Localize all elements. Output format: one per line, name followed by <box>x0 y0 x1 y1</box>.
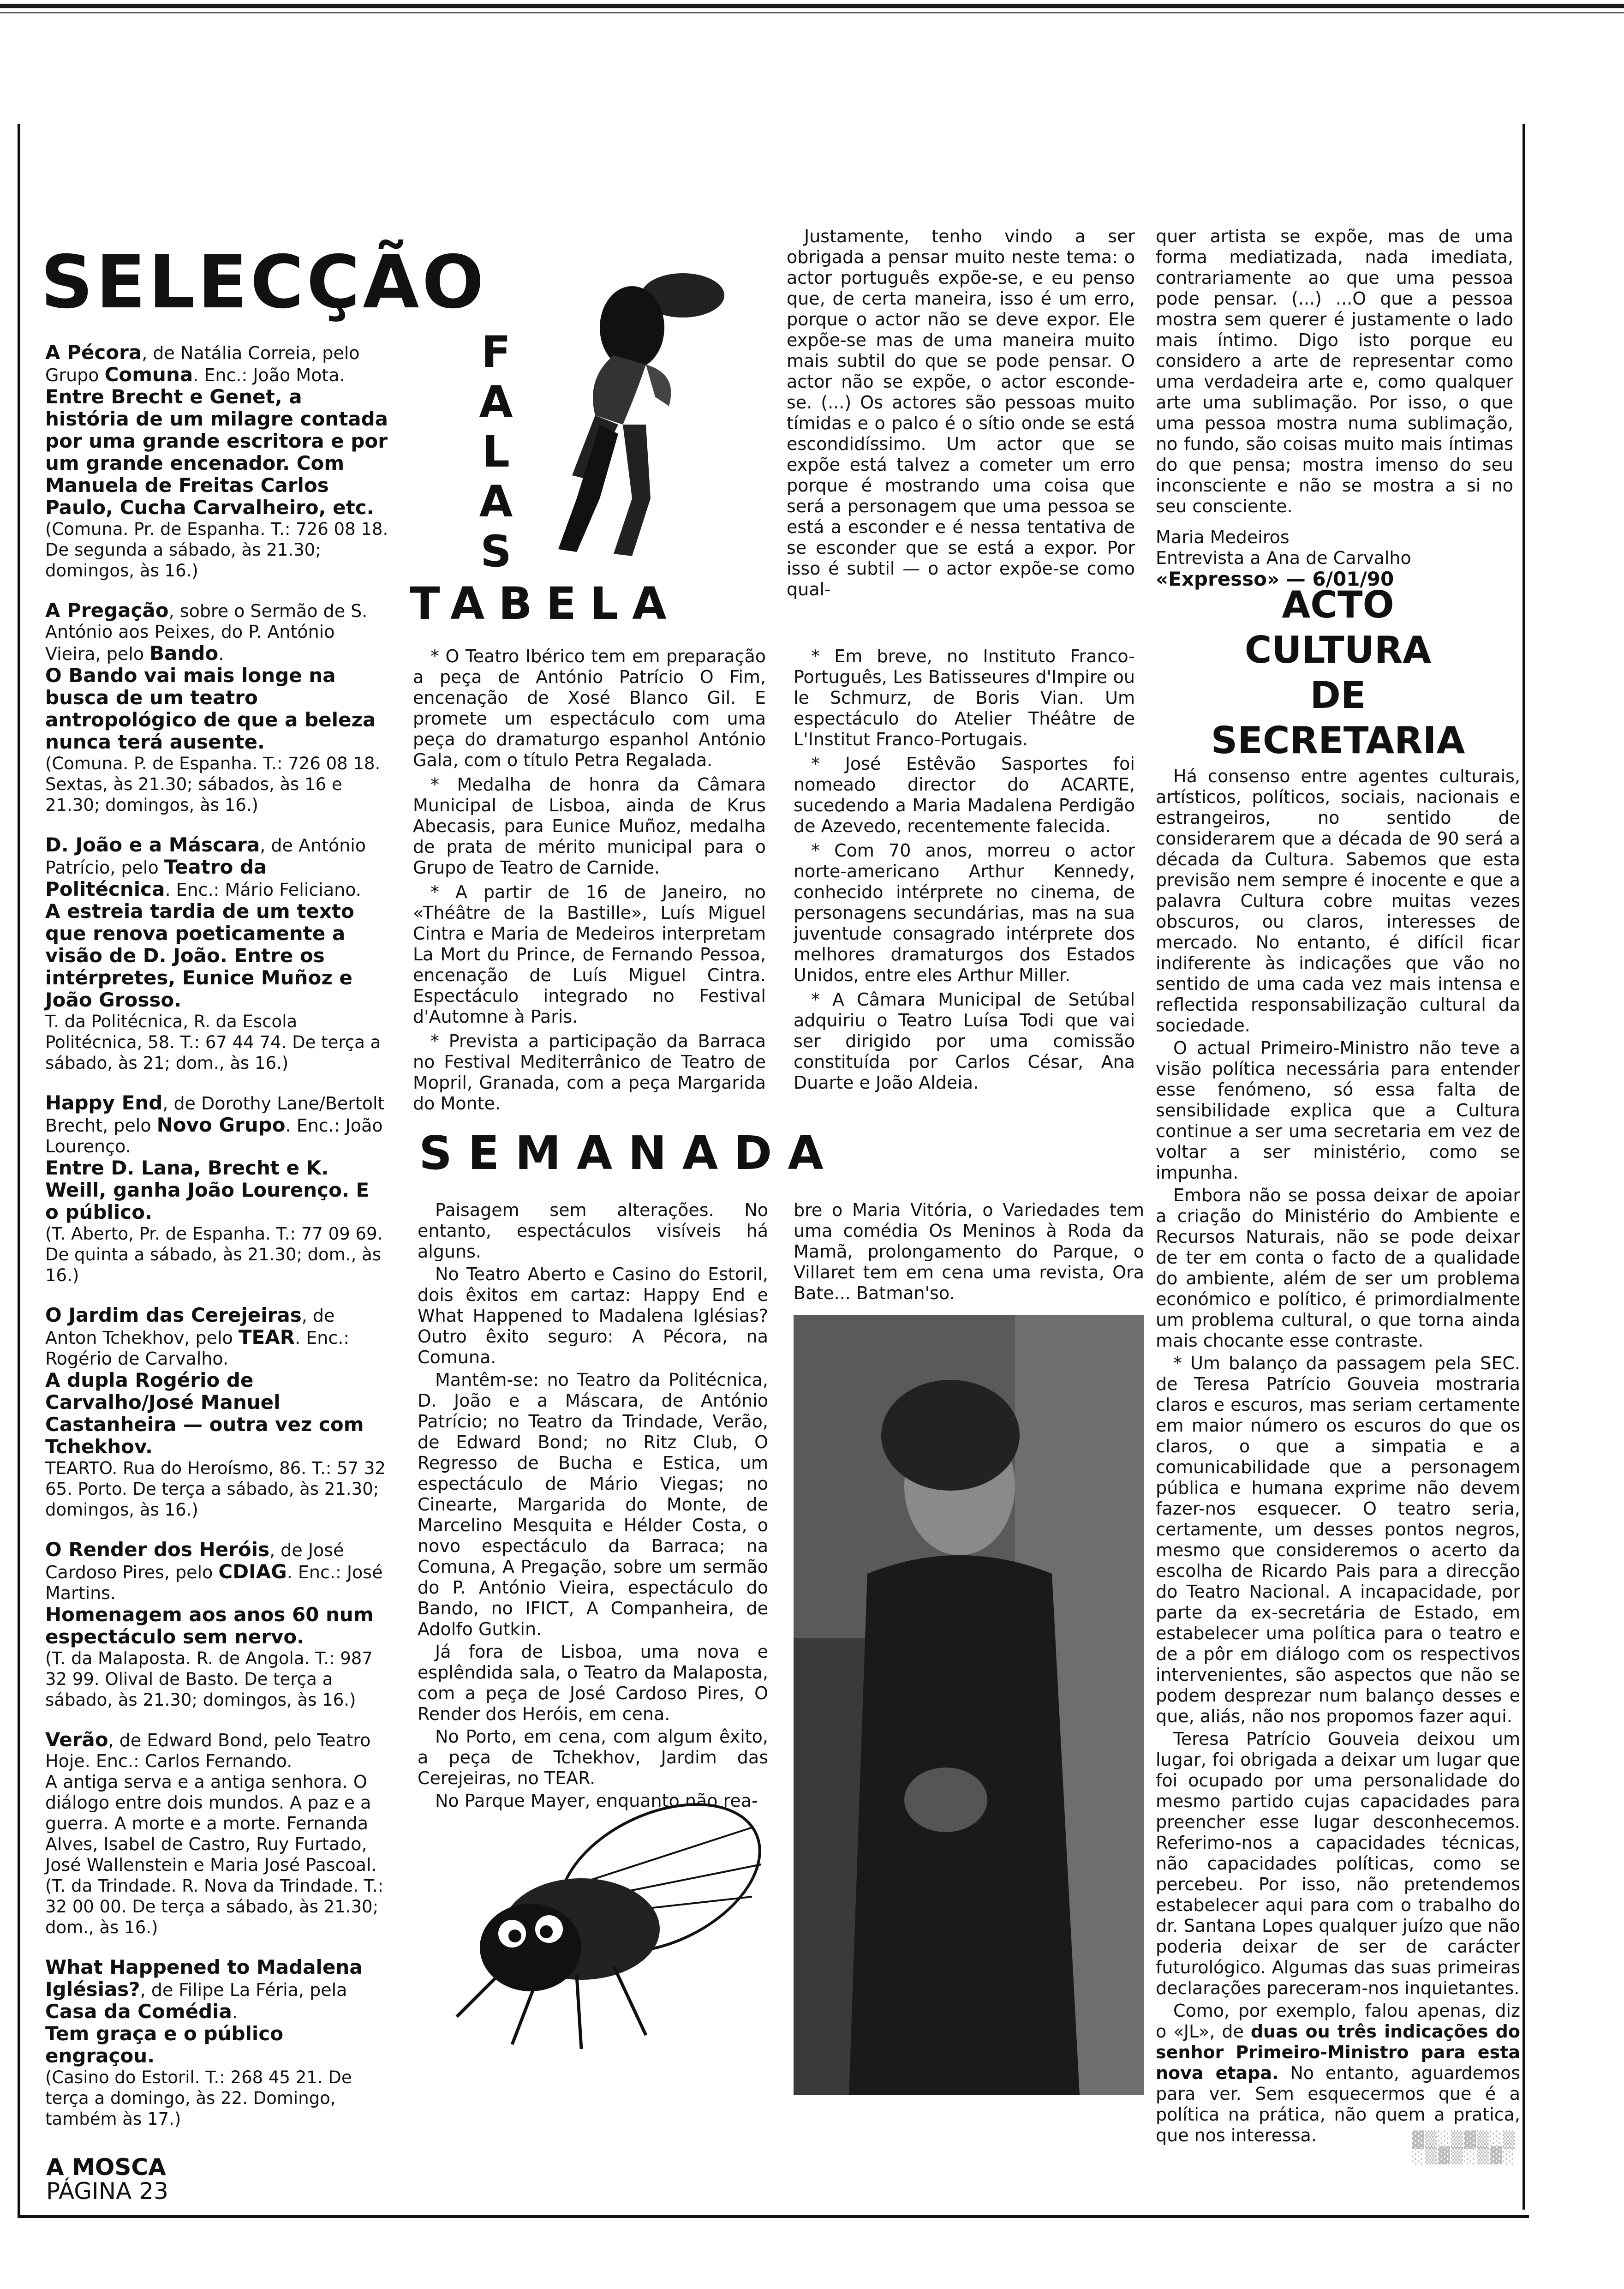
falas-label <box>464 328 528 577</box>
selecao-entry-highlight: A dupla Rogério de Carvalho/José Manuel Castanheira — outra vez com Tchekhov. <box>45 1369 364 1458</box>
selecao-entry-group: Teatro da Politécnica <box>45 856 267 900</box>
falas-quote-col1 <box>787 226 1135 610</box>
selecao-entry-title: Happy End <box>45 1091 163 1114</box>
selecao-entry-enc: . Enc.: Mário Feliciano. <box>165 880 361 900</box>
selecao-entry-enc: . <box>232 2002 238 2022</box>
falas-interview: Entrevista a Ana de Carvalho <box>1156 548 1411 568</box>
top-rule-thin <box>0 12 1624 13</box>
falas-letter: A <box>479 477 513 527</box>
semanada-paragraph: Mantêm-se: no Teatro da Politécnica, D. João e a Máscara, de António Patrício; no Teatro da Trindade, Verão, de Edward Bond; no Ritz Club, O Regresso de Bucha e Estica, um espectáculo de Mário Viegas; no Cinearte, Margarida do Monte, de Marcelino Mesquita e Hélder Costa, o novo espectáculo da Barraca; na Comuna, A Pregação, sobre um sermão do P. António Vieira, espectáculo do Bando, no IFICT, A Companheira, de Adolfo Gutkin. <box>418 1370 768 1639</box>
selecao-entry-intro: , de Filipe La Féria, pela <box>140 1980 347 2000</box>
selecao-entry-highlight: A estreia tardia de um texto que renova poeticamente a visão de D. João. Entre os intérpretes, Eunice Muñoz e João Grosso. <box>45 900 354 1011</box>
acto-paragraph: * Um balanço da passagem pela SEC. de Teresa Patrício Gouveia mostraria claros e escuros, mas seriam certamente em maior número os escuros do que os claros, o que a simpatia e a comunicabilidade que a personagem pública e humana exprime não devem fazer-nos esquecer. O teatro seria, certamente, um desses pontos negros, mesmo que consideremos o acerto da escolha de Ricardo Pais para a direcção do Teatro Nacional. A incapacidade, por parte da ex-secretária de Estado, em estabelecer uma política para o teatro e de a pôr em diálogo com os respectivos intervenientes, são aspectos que não se podem desprezar num balanço desses e que, aliás, não nos propomos fazer aqui. <box>1156 1353 1520 1726</box>
selecao-entry-title: Verão <box>45 1728 108 1751</box>
selecao-entry <box>45 599 389 815</box>
selecao-entry-group: Casa da Comédia <box>45 2000 232 2023</box>
tabela-item: * A partir de 16 de Janeiro, no «Théâtre de la Bastille», Luís Miguel Cintra e Maria de Medeiros interpretam La Mort du Prince, de Fernando Pessoa, encenação de Luís Miguel Cintra. Espectáculo integrado no Festival d'Automne à Paris. <box>413 882 766 1027</box>
selecao-entry-enc: . Enc.: José Martins. <box>45 1562 383 1603</box>
semanada-title: SEMANADA <box>419 1126 839 1180</box>
selecao-entry-info: (T. da Malaposta. R. de Angola. T.: 987 32 99. Olival de Basto. De terça a sábado, às 21.30; domingos, às 16.) <box>45 1648 373 1710</box>
selecao-entry-body: A antiga serva e a antiga senhora. O diálogo entre dois mundos. A paz e a guerra. A morte e a morte. Fernanda Alves, Isabel de Castro, Ruy Furtado, José Wallenstein e Maria José Pascoal. <box>45 1772 377 1875</box>
selecao-entry-enc: . Enc.: Rogério de Carvalho. <box>45 1328 350 1369</box>
acto-last-post: No entanto, aguardemos para ver. Sem esquecermos que é a política na prática, não quem a pratica, que nos interessa. <box>1156 2063 1520 2145</box>
footer-name: A MOSCA <box>46 2154 166 2181</box>
tabela-item: * O Teatro Ibérico tem em preparação a peça de António Patrício O Fim, encenação de Xosé Blanco Gil. E promete um espectáculo com uma peça do dramaturgo espanhol António Gala, com o título Petra Regalada. <box>413 646 766 770</box>
acto-title <box>1209 582 1467 763</box>
selecao-entry-info: TEARTO. Rua do Heroísmo, 86. T.: 57 32 65. Porto. De terça a sábado, às 21.30; domingos, às 16.) <box>45 1458 386 1520</box>
semanada-column-1 <box>418 1200 768 1813</box>
semanada-col2-text: bre o Maria Vitória, o Variedades tem uma comédia Os Meninos à Roda da Mamã, prolongamento do Parque, o Villaret tem em cena uma revista, Ora Bate... Batman'so. <box>794 1200 1144 1303</box>
selecao-title: SELECÇÃO <box>41 240 487 325</box>
selecao-entry-title: A Pregação <box>45 599 169 622</box>
selecao-entry-intro: , de Anton Tchekhov, pelo <box>45 1306 335 1348</box>
selecao-entry-info: T. da Politécnica, R. da Escola Politécnica, 58. T.: 67 44 74. De terça a sábado, às 21; dom., às 16.) <box>45 1012 381 1073</box>
selecao-entry-group: TEAR <box>238 1326 295 1348</box>
tabela-item: * Em breve, no Instituto Franco-Português, Les Batisseures d'Impire ou le Schmurz, de Boris Vian. Um espectáculo do Atelier Théâtre de L'Institut Franco-Portugais. <box>794 646 1135 749</box>
falas-quote-text1: Justamente, tenho vindo a ser obrigada a pensar muito neste tema: o actor português expõe-se, e eu penso que, de certa maneira, isso é um erro, porque o actor não se deve expor. Ele expõe-se mas de uma maneira muito mais subtil do que se pode pensar. O actor não se expõe, o actor esconde-se. (...) Os actores são pessoas muito tímidas e o palco é o sítio onde se está escondidíssimo. Um actor que se expõe está talvez a cometer um erro porque é mostrando uma coisa que será a personagem que uma pessoa se está a esconder e é nessa tentativa de se esconder que se está a expor. Por isso é subtil — o actor expõe-se como qual- <box>787 226 1135 599</box>
semanada-paragraph: No Teatro Aberto e Casino do Estoril, dois êxitos em cartaz: Happy End e What Happened to Madalena Iglésias? Outro êxito seguro: A Pécora, na Comuna. <box>418 1264 768 1367</box>
semanada-column-2 <box>794 1200 1144 1314</box>
actress-photo <box>794 1315 1144 2095</box>
selecao-entry-highlight: Entre Brecht e Genet, a história de um milagre contada por uma grande escritora e por um grande encenador. Com Manuela de Freitas Carlos Paulo, Cucha Carvalheiro, etc. <box>45 385 388 519</box>
selecao-entry-highlight: O Bando vai mais longe na busca de um teatro antropológico de que a beleza nunca terá ausente. <box>45 664 376 753</box>
archive-stamp: ▓▒░▒▓▒░▒ ░▒▓▒░▒▓░ <box>1412 2131 1516 2165</box>
selecao-entry-info: (T. da Trindade. R. Nova da Trindade. T.: 32 00 00. De terça a sábado, às 21.30; dom., às 16.) <box>45 1876 384 1937</box>
acto-title-line: ACTO <box>1282 583 1394 626</box>
falas-letter: F <box>481 327 511 378</box>
footer <box>46 2155 168 2203</box>
acto-paragraph: Há consenso entre agentes culturais, artísticos, políticos, sociais, nacionais e estrangeiros, no sentido de considerarem que a década de 90 será a década da Cultura. Sabemos que esta previsão nem sempre é inocente e que a palavra Cultura cobre muitas vezes obscuros, ou claros, interesses de mercado. No entanto, é difícil ficar indiferente às indicações que vão no sentido de uma cada vez mais intensa e reflectida responsabilização cultural da sociedade. <box>1156 766 1520 1036</box>
selecao-entry-intro: , de Edward Bond, pelo Teatro Hoje. Enc.: Carlos Fernando. <box>45 1730 371 1771</box>
tabela-column-1 <box>413 646 766 1118</box>
falas-author: Maria Medeiros <box>1156 527 1290 547</box>
acto-column <box>1156 766 1520 2156</box>
selecao-entry <box>45 1539 389 1710</box>
falas-letter: L <box>482 427 510 477</box>
selecao-entry <box>45 1092 389 1286</box>
right-rule <box>1522 124 1525 2210</box>
falas-letter: A <box>479 377 513 427</box>
acto-paragraph: Teresa Patrício Gouveia deixou um lugar, foi obrigada a deixar um lugar que foi ocupado por uma personalidade do mesmo partido cujas capacidades para preencher esse lugar desconhecemos. Referimo-nos a capacidades técnicas, não capacidades políticas, como se percebeu. Por isso, não pretendemos estabelecer aqui para com o trabalho do dr. Santana Lopes qualquer juízo que não poderia deixar de ser de carácter futurológico. Algumas das suas primeiras declarações pareceram-nos inquietantes. <box>1156 1729 1520 1998</box>
selecao-entry-group: Comuna <box>104 363 193 386</box>
selecao-entry-intro: , sobre o Sermão de S. António aos Peixes, do P. António Vieira, pelo <box>45 601 368 664</box>
selecao-entry <box>45 1729 389 1938</box>
tabela-item: * Prevista a participação da Barraca no Festival Mediterrânico de Teatro de Mopril, Granada, com a peça Margarida do Monte. <box>413 1031 766 1114</box>
tabela-item: * Medalha de honra da Câmara Municipal de Lisboa, ainda de Krus Abecasis, para Eunice Muñoz, medalha de prata de mérito municipal para o Grupo de Teatro de Carnide. <box>413 774 766 878</box>
selecao-entry-info: (T. Aberto, Pr. de Espanha. T.: 77 09 69. De quinta a sábado, às 21.30; dom., às 16.) <box>45 1224 383 1285</box>
selecao-entry-enc: . Enc.: João Mota. <box>193 365 345 385</box>
selecao-entry-group: Bando <box>149 642 219 665</box>
selecao-entry-highlight: Tem graça e o público engraçou. <box>45 2022 284 2067</box>
selecao-entry-group: Novo Grupo <box>156 1114 286 1136</box>
tabela-title: TABELA <box>410 578 681 629</box>
acto-title-line: CULTURA <box>1244 629 1432 671</box>
selecao-entry-info: (Casino do Estoril. T.: 268 45 21. De terça a domingo, às 22. Domingo, também às 17.) <box>45 2067 352 2129</box>
acto-last-bold: duas ou três indicações do senhor Primeiro-Ministro para esta nova etapa. <box>1156 2021 1520 2083</box>
top-rule <box>0 4 1624 8</box>
falas-letter: S <box>480 527 512 577</box>
tabela-item: * Com 70 anos, morreu o actor norte-americano Arthur Kennedy, conhecido intérprete no cinema, de personagens secundárias, mas na sua juventude consagrado intérprete dos melhores dramaturgos dos Estados Unidos, entre eles Arthur Miller. <box>794 840 1135 985</box>
fly-illustration <box>429 1777 789 2054</box>
acto-last-pre: Como, por exemplo, falou apenas, diz o «JL», de <box>1156 2001 1520 2042</box>
selecao-entry-title: What Happened to Madalena Iglésias? <box>45 1956 363 2001</box>
selecao-entry-intro: , de Dorothy Lane/Bertolt Brecht, pelo <box>45 1093 385 1136</box>
falas-source: «Expresso» — 6/01/90 <box>1156 568 1394 590</box>
tabela-item: * A Câmara Municipal de Setúbal adquiriu o Teatro Luísa Todi que vai ser dirigido por uma comissão constituída por Carlos César, Ana Duarte e João Aldeia. <box>794 989 1135 1093</box>
selecao-column <box>45 342 389 2148</box>
selecao-entry <box>45 342 389 581</box>
selecao-entry-title: D. João e a Máscara <box>45 833 260 856</box>
selecao-entry-title: O Jardim das Cerejeiras <box>45 1304 302 1326</box>
selecao-entry-title: O Render dos Heróis <box>45 1538 270 1561</box>
selecao-entry-intro: , de José Cardoso Pires, pelo <box>45 1540 344 1582</box>
semanada-paragraph: No Porto, em cena, com algum êxito, a peça de Tchekhov, Jardim das Cerejeiras, no TEAR. <box>418 1726 768 1788</box>
falas-quote-text2: quer artista se expõe, mas de uma forma mediatizada, nada imediata, contrariamente ao que uma pessoa pode pensar. (...) ...O que a pessoa mostra sem querer é justamente o lado mais íntimo. Digo isto porque eu considero a arte de representar como uma verdadeira arte e, como qualquer arte uma sublimação. Por isso, o que uma pessoa mostra numa sublimação, no fundo, são coisas muito mais íntimas do que pensa; mostra imenso do seu inconsciente e não se mostra a si no seu consciente. <box>1156 226 1513 516</box>
acto-title-line: DE <box>1310 674 1366 717</box>
acto-title-line: SECRETARIA <box>1211 719 1465 762</box>
acto-paragraph: Embora não se possa deixar de apoiar a criação do Ministério do Ambiente e Recursos Naturais, não se pode deixar de ter em conta o facto de a qualidade do ambiente, além de ser um problema económico e político, é primordialmente um problema cultural, o que torna ainda mais chocante esse contraste. <box>1156 1185 1520 1351</box>
selecao-entry-info: (Comuna. Pr. de Espanha. T.: 726 08 18. De segunda a sábado, às 21.30; domingos, às 16.) <box>45 519 388 581</box>
figure-illustration <box>531 258 770 563</box>
selecao-entry-intro: , de António Patrício, pelo <box>45 835 366 878</box>
selecao-entry-title: A Pécora <box>45 341 142 364</box>
selecao-entry-info: (Comuna. P. de Espanha. T.: 726 08 18. Sextas, às 21.30; sábados, às 16 e 21.30; domingos, às 16.) <box>45 754 381 815</box>
selecao-entry-group: CDIAG <box>218 1560 287 1583</box>
tabela-item: * José Estêvão Sasportes foi nomeado director do ACARTE, sucedendo a Maria Madalena Perdigão de Azevedo, recentemente falecida. <box>794 754 1135 836</box>
falas-quote-col2 <box>1156 226 1513 589</box>
selecao-entry-intro: , de Natália Correia, pelo Grupo <box>45 343 360 385</box>
semanada-paragraph: No Parque Mayer, enquanto não rea- <box>435 1791 758 1811</box>
selecao-entry-enc: . Enc.: João Lourenço. <box>45 1115 383 1156</box>
selecao-entry <box>45 1304 389 1520</box>
footer-page: PÁGINA 23 <box>46 2178 168 2205</box>
selecao-entry-highlight: Entre D. Lana, Brecht e K. Weill, ganha João Lourenço. E o público. <box>45 1156 370 1223</box>
semanada-paragraph: Já fora de Lisboa, uma nova e esplêndida sala, o Teatro da Malaposta, com a peça de José Cardoso Pires, O Render dos Heróis, em cena. <box>418 1642 768 1724</box>
tabela-column-2 <box>794 646 1135 1097</box>
semanada-paragraph: Paisagem sem alterações. No entanto, espectáculos visíveis há alguns. <box>418 1200 768 1262</box>
acto-paragraph-last <box>1156 2001 1520 2146</box>
acto-paragraph: O actual Primeiro-Ministro não teve a visão política necessária para entender esse fenómeno, só essa falta de sensibilidade explica que a Cultura continue a ser uma secretaria em vez de voltar a ser ministério, como se impunha. <box>1156 1038 1520 1183</box>
selecao-entry <box>45 1956 389 2129</box>
selecao-entry-highlight: Homenagem aos anos 60 num espectáculo sem nervo. <box>45 1603 374 1648</box>
selecao-entry <box>45 834 389 1073</box>
selecao-entry-enc: . <box>218 644 224 664</box>
